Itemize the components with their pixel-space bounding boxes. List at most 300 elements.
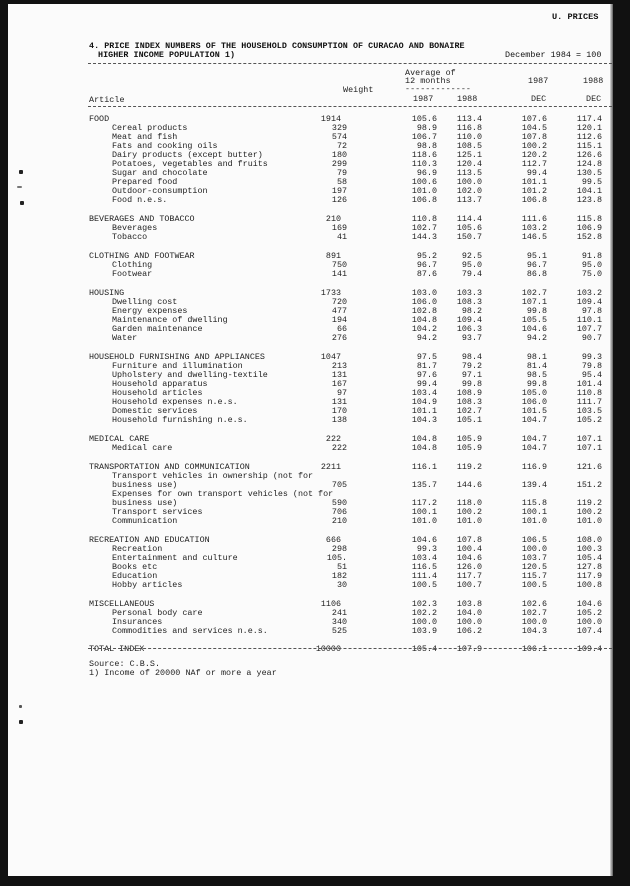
- dec-1987-cell: 120.2: [521, 150, 547, 160]
- dec-1987-cell: 115.8: [521, 498, 547, 508]
- weight-cell: 2211: [320, 462, 341, 472]
- dec-1988-cell: 107.4: [576, 626, 602, 636]
- dec-1987-cell: 104.3: [521, 626, 547, 636]
- avg-1987-cell: 104.8: [411, 315, 437, 325]
- weight-cell: 891: [325, 251, 341, 261]
- row-label: Insurances: [112, 617, 163, 627]
- avg-1987-cell: 104.8: [411, 434, 437, 444]
- row-label: Entertainment and culture: [112, 553, 238, 563]
- avg-1987-cell: 100.5: [411, 580, 437, 590]
- weight-cell: 705: [331, 480, 347, 490]
- avg-1988-cell: 102.7: [456, 406, 482, 416]
- dec-1987-cell: 99.4: [526, 168, 547, 178]
- row-label: Beverages: [112, 223, 158, 233]
- dec-1988-cell: 95.4: [581, 370, 602, 380]
- weight-cell: 276: [331, 333, 347, 343]
- table-row: [0, 517, 630, 526]
- table-title: 4. PRICE INDEX NUMBERS OF THE HOUSEHOLD CONSUMPTION OF CURACAO AND BONAIRE: [89, 41, 465, 51]
- weight-cell: 138: [331, 415, 347, 425]
- row-label: FOOD: [89, 114, 110, 124]
- avg-1987-cell: 100.0: [411, 617, 437, 627]
- avg-1988-cell: 103.3: [456, 288, 482, 298]
- avg-1988-cell: 97.1: [461, 370, 482, 380]
- row-label: Prepared food: [112, 177, 178, 187]
- dec-1987-cell: 106.0: [521, 397, 547, 407]
- dec-1987-cell: 98.1: [526, 352, 547, 362]
- avg-1987-cell: 103.9: [411, 626, 437, 636]
- avg-1987-cell: 96.7: [416, 260, 437, 270]
- dec-1988-cell: 107.1: [576, 443, 602, 453]
- row-label: TRANSPORTATION AND COMMUNICATION: [89, 462, 250, 472]
- row-label: Communication: [112, 516, 178, 526]
- weight-cell: 241: [331, 608, 347, 618]
- weight-cell: 210: [325, 214, 341, 224]
- row-label: Domestic services: [112, 406, 198, 416]
- avg-1988-cell: 109.4: [456, 315, 482, 325]
- dec-1987-cell: 105.0: [521, 388, 547, 398]
- col-avg-1988: 1988: [457, 94, 478, 104]
- weight-cell: 340: [331, 617, 347, 627]
- dec-1987-cell: 99.8: [526, 306, 547, 316]
- table-row: [0, 233, 630, 242]
- row-label: Education: [112, 571, 158, 581]
- avg-1987-cell: 104.3: [411, 415, 437, 425]
- avg-1988-cell: 108.9: [456, 388, 482, 398]
- dec-1988-cell: 130.5: [576, 168, 602, 178]
- avg-1987-cell: 97.6: [416, 370, 437, 380]
- weight-cell: 170: [331, 406, 347, 416]
- table-row: [0, 581, 630, 590]
- dec-1988-cell: 121.6: [576, 462, 602, 472]
- avg-1988-cell: 113.7: [456, 195, 482, 205]
- dec-1987-cell: 116.9: [521, 462, 547, 472]
- row-label: TOTAL INDEX: [89, 644, 145, 654]
- dec-1988-cell: 109.4: [576, 297, 602, 307]
- dec-1987-cell: 100.2: [521, 141, 547, 151]
- dec-1987-cell: 104.7: [521, 443, 547, 453]
- dec-1988-cell: 103.5: [576, 406, 602, 416]
- dec-1987-cell: 81.4: [526, 361, 547, 371]
- avg-1988-cell: 113.5: [456, 168, 482, 178]
- dec-1987-cell: 100.1: [521, 507, 547, 517]
- dec-1988-cell: 115.8: [576, 214, 602, 224]
- weight-cell: 10000: [315, 644, 341, 654]
- avg-1988-cell: 126.0: [456, 562, 482, 572]
- avg-1987-cell: 87.6: [416, 269, 437, 279]
- row-label-continued: business use): [112, 498, 178, 508]
- weight-cell: 66: [336, 324, 347, 334]
- dec-1987-cell: 101.0: [521, 516, 547, 526]
- row-label: Dwelling cost: [112, 297, 178, 307]
- row-label: Maintenance of dwelling: [112, 315, 228, 325]
- avg-1988-cell: 107.8: [456, 535, 482, 545]
- row-label: Medical care: [112, 443, 173, 453]
- dec-1988-cell: 105.2: [576, 415, 602, 425]
- table-row: [0, 270, 630, 279]
- dec-1987-cell: 99.8: [526, 379, 547, 389]
- dec-1987-cell: 107.1: [521, 297, 547, 307]
- dec-1988-cell: 99.3: [581, 352, 602, 362]
- dec-1988-cell: 109.4: [576, 644, 602, 654]
- avg-1987-cell: 100.1: [411, 507, 437, 517]
- avg-1988-cell: 105.9: [456, 443, 482, 453]
- weight-cell: 72: [336, 141, 347, 151]
- avg-1987-cell: 104.6: [411, 535, 437, 545]
- avg-1988-cell: 95.0: [461, 260, 482, 270]
- dec-1988-cell: 110.1: [576, 315, 602, 325]
- row-label: Outdoor-consumption: [112, 186, 208, 196]
- row-label: BEVERAGES AND TOBACCO: [89, 214, 195, 224]
- weight-cell: 222: [325, 434, 341, 444]
- dec-1987-cell: 104.5: [521, 123, 547, 133]
- avg-1987-cell: 98.8: [416, 141, 437, 151]
- avg-1988-cell: 150.7: [456, 232, 482, 242]
- col-avg-1987: 1987: [413, 94, 434, 104]
- avg-1987-cell: 104.9: [411, 397, 437, 407]
- avg-1988-cell: 114.4: [456, 214, 482, 224]
- weight-cell: 197: [331, 186, 347, 196]
- avg-1988-cell: 100.2: [456, 507, 482, 517]
- avg-1987-cell: 135.7: [411, 480, 437, 490]
- avg-1988-cell: 101.0: [456, 516, 482, 526]
- dec-1988-cell: 123.8: [576, 195, 602, 205]
- avg-1988-cell: 108.5: [456, 141, 482, 151]
- dec-1987-cell: 101.1: [521, 177, 547, 187]
- avg-1988-cell: 79.2: [461, 361, 482, 371]
- avg-1988-cell: 100.0: [456, 177, 482, 187]
- dec-1988-cell: 101.4: [576, 379, 602, 389]
- dec-1987-cell: 102.7: [521, 288, 547, 298]
- avg-1988-cell: 107.9: [456, 644, 482, 654]
- row-label: Commodities and services n.e.s.: [112, 626, 268, 636]
- row-label: Dairy products (except butter): [112, 150, 263, 160]
- avg-1988-cell: 120.4: [456, 159, 482, 169]
- avg-1987-cell: 106.8: [411, 195, 437, 205]
- row-label: Footwear: [112, 269, 153, 279]
- dec-1988-cell: 104.6: [576, 599, 602, 609]
- col-dec-1988: DEC: [586, 94, 602, 104]
- row-label: Meat and fish: [112, 132, 178, 142]
- avg-1988-cell: 93.7: [461, 333, 482, 343]
- dec-1988-cell: 91.8: [581, 251, 602, 261]
- table-subtitle: HIGHER INCOME POPULATION 1): [98, 50, 236, 60]
- row-label: Recreation: [112, 544, 163, 554]
- weight-cell: 194: [331, 315, 347, 325]
- col-average-header-2: 12 months: [405, 76, 451, 86]
- dec-1987-cell: 104.7: [521, 415, 547, 425]
- dec-1988-cell: 111.7: [576, 397, 602, 407]
- avg-1987-cell: 102.7: [411, 223, 437, 233]
- avg-1988-cell: 119.2: [456, 462, 482, 472]
- table-row: [0, 444, 630, 453]
- weight-cell: 58: [336, 177, 347, 187]
- avg-1988-cell: 99.8: [461, 379, 482, 389]
- avg-1987-cell: 101.0: [411, 516, 437, 526]
- dec-1988-cell: 115.1: [576, 141, 602, 151]
- row-label: MEDICAL CARE: [89, 434, 150, 444]
- avg-1988-cell: 116.8: [456, 123, 482, 133]
- avg-1988-cell: 104.0: [456, 608, 482, 618]
- margin-mark: [19, 720, 23, 724]
- avg-1988-cell: 100.7: [456, 580, 482, 590]
- avg-1987-cell: 118.6: [411, 150, 437, 160]
- row-label: Hobby articles: [112, 580, 183, 590]
- avg-1988-cell: 102.0: [456, 186, 482, 196]
- row-label: Personal body care: [112, 608, 203, 618]
- row-label: MISCELLANEOUS: [89, 599, 155, 609]
- avg-1988-cell: 144.6: [456, 480, 482, 490]
- dec-1988-cell: 112.6: [576, 132, 602, 142]
- avg-1988-cell: 98.4: [461, 352, 482, 362]
- weight-cell: 750: [331, 260, 347, 270]
- avg-1988-cell: 118.0: [456, 498, 482, 508]
- weight-cell: 666: [325, 535, 341, 545]
- dec-1988-cell: 75.0: [581, 269, 602, 279]
- avg-1988-cell: 106.3: [456, 324, 482, 334]
- row-label: RECREATION AND EDUCATION: [89, 535, 210, 545]
- dec-1988-cell: 95.0: [581, 260, 602, 270]
- dec-1987-cell: 107.6: [521, 114, 547, 124]
- dec-1988-cell: 100.0: [576, 617, 602, 627]
- col-dec-1987: DEC: [531, 94, 547, 104]
- row-label: Cereal products: [112, 123, 188, 133]
- avg-1988-cell: 108.3: [456, 297, 482, 307]
- avg-1987-cell: 96.9: [416, 168, 437, 178]
- weight-cell: 182: [331, 571, 347, 581]
- weight-cell: 167: [331, 379, 347, 389]
- row-label: Transport services: [112, 507, 203, 517]
- dec-1988-cell: 99.5: [581, 177, 602, 187]
- dec-1987-cell: 115.7: [521, 571, 547, 581]
- col-article: Article: [89, 95, 125, 105]
- weight-cell: 590: [331, 498, 347, 508]
- rule: [88, 648, 612, 649]
- table-row: [0, 489, 630, 508]
- dec-1988-cell: 107.1: [576, 434, 602, 444]
- avg-1988-cell: 98.2: [461, 306, 482, 316]
- weight-cell: 1914: [320, 114, 341, 124]
- dec-1987-cell: 86.8: [526, 269, 547, 279]
- dec-1987-cell: 100.0: [521, 544, 547, 554]
- avg-1988-cell: 100.4: [456, 544, 482, 554]
- avg-1987-cell: 102.3: [411, 599, 437, 609]
- weight-cell: 1047: [320, 352, 341, 362]
- dec-1988-cell: 124.8: [576, 159, 602, 169]
- section-header: U. PRICES: [552, 12, 599, 22]
- weight-cell: 105.: [326, 553, 347, 563]
- avg-1987-cell: 106.0: [411, 297, 437, 307]
- dec-1988-cell: 117.4: [576, 114, 602, 124]
- dec-1988-cell: 105.2: [576, 608, 602, 618]
- avg-1988-cell: 106.2: [456, 626, 482, 636]
- table-row: [0, 471, 630, 490]
- weight-cell: 720: [331, 297, 347, 307]
- avg-1987-cell: 100.6: [411, 177, 437, 187]
- avg-1987-cell: 103.4: [411, 553, 437, 563]
- dec-1988-cell: 126.6: [576, 150, 602, 160]
- row-label: Household expenses n.e.s.: [112, 397, 238, 407]
- dec-1987-cell: 101.2: [521, 186, 547, 196]
- row-label: Household apparatus: [112, 379, 208, 389]
- weight-cell: 79: [336, 168, 347, 178]
- row-label: Expenses for own transport vehicles (not for: [112, 489, 334, 499]
- avg-1987-cell: 81.7: [416, 361, 437, 371]
- row-label: Garden maintenance: [112, 324, 203, 334]
- weight-cell: 180: [331, 150, 347, 160]
- avg-1987-cell: 106.7: [411, 132, 437, 142]
- weight-cell: 1106: [320, 599, 341, 609]
- avg-1987-cell: 103.0: [411, 288, 437, 298]
- avg-1987-cell: 116.5: [411, 562, 437, 572]
- dec-1987-cell: 106.1: [521, 644, 547, 654]
- margin-mark: [19, 705, 22, 708]
- avg-1987-cell: 104.8: [411, 443, 437, 453]
- weight-cell: 329: [331, 123, 347, 133]
- dec-1988-cell: 117.9: [576, 571, 602, 581]
- dec-1988-cell: 90.7: [581, 333, 602, 343]
- weight-cell: 126: [331, 195, 347, 205]
- avg-1987-cell: 99.3: [416, 544, 437, 554]
- row-label: CLOTHING AND FOOTWEAR: [89, 251, 195, 261]
- dec-1988-cell: 100.3: [576, 544, 602, 554]
- dec-1988-cell: 152.8: [576, 232, 602, 242]
- avg-1987-cell: 104.2: [411, 324, 437, 334]
- row-label: Water: [112, 333, 138, 343]
- row-label: Household furnishing n.e.s.: [112, 415, 248, 425]
- avg-1987-cell: 110.8: [411, 214, 437, 224]
- base-period: December 1984 = 100: [505, 50, 602, 60]
- avg-1987-cell: 102.2: [411, 608, 437, 618]
- weight-cell: 298: [331, 544, 347, 554]
- dec-1987-cell: 106.8: [521, 195, 547, 205]
- avg-1987-cell: 97.5: [416, 352, 437, 362]
- dec-1987-cell: 102.7: [521, 608, 547, 618]
- dec-1988-cell: 105.4: [576, 553, 602, 563]
- avg-1988-cell: 113.4: [456, 114, 482, 124]
- row-label: HOUSING: [89, 288, 125, 298]
- avg-1988-cell: 110.0: [456, 132, 482, 142]
- row-label: Household articles: [112, 388, 203, 398]
- category-row: [0, 463, 630, 472]
- dec-1988-cell: 100.8: [576, 580, 602, 590]
- col-weight: Weight: [343, 85, 374, 95]
- dec-1987-cell: 111.6: [521, 214, 547, 224]
- avg-1987-cell: 99.4: [416, 379, 437, 389]
- avg-1987-cell: 111.4: [411, 571, 437, 581]
- row-label: Fats and cooking oils: [112, 141, 218, 151]
- weight-cell: 131: [331, 370, 347, 380]
- weight-cell: 525: [331, 626, 347, 636]
- weight-cell: 574: [331, 132, 347, 142]
- dec-1987-cell: 112.7: [521, 159, 547, 169]
- avg-1987-cell: 94.2: [416, 333, 437, 343]
- dec-1987-cell: 94.2: [526, 333, 547, 343]
- weight-cell: 41: [336, 232, 347, 242]
- weight-cell: 706: [331, 507, 347, 517]
- avg-1988-cell: 105.9: [456, 434, 482, 444]
- row-label: Clothing: [112, 260, 153, 270]
- dec-1988-cell: 119.2: [576, 498, 602, 508]
- row-label: Furniture and illumination: [112, 361, 243, 371]
- weight-cell: 213: [331, 361, 347, 371]
- dec-1987-cell: 106.5: [521, 535, 547, 545]
- dec-1987-cell: 105.5: [521, 315, 547, 325]
- dec-1987-cell: 100.5: [521, 580, 547, 590]
- avg-1987-cell: 117.2: [411, 498, 437, 508]
- dec-1987-cell: 146.5: [521, 232, 547, 242]
- row-label-continued: business use): [112, 480, 178, 490]
- avg-1988-cell: 100.0: [456, 617, 482, 627]
- dec-1987-cell: 139.4: [521, 480, 547, 490]
- dec-1987-cell: 101.5: [521, 406, 547, 416]
- table-row: [0, 416, 630, 425]
- dec-1988-cell: 107.7: [576, 324, 602, 334]
- dec-1987-cell: 96.7: [526, 260, 547, 270]
- row-label: Energy expenses: [112, 306, 188, 316]
- rule: [88, 106, 612, 107]
- avg-1988-cell: 104.6: [456, 553, 482, 563]
- dec-1987-cell: 120.5: [521, 562, 547, 572]
- avg-1988-cell: 125.1: [456, 150, 482, 160]
- weight-cell: 477: [331, 306, 347, 316]
- dec-1988-cell: 103.2: [576, 288, 602, 298]
- avg-1988-cell: 105.1: [456, 415, 482, 425]
- rule: [88, 63, 612, 64]
- dec-1987-cell: 95.1: [526, 251, 547, 261]
- avg-1987-cell: 110.3: [411, 159, 437, 169]
- dec-1988-cell: 106.9: [576, 223, 602, 233]
- table-row: [0, 334, 630, 343]
- dec-1987-cell: 100.0: [521, 617, 547, 627]
- footnote-1: 1) Income of 20000 NAf or more a year: [89, 668, 277, 678]
- dec-1988-cell: 108.0: [576, 535, 602, 545]
- weight-cell: 51: [336, 562, 347, 572]
- row-label: Books etc: [112, 562, 158, 572]
- category-row: [0, 645, 630, 654]
- dec-1988-cell: 110.8: [576, 388, 602, 398]
- avg-1988-cell: 117.7: [456, 571, 482, 581]
- avg-1988-cell: 108.3: [456, 397, 482, 407]
- avg-1988-cell: 92.5: [461, 251, 482, 261]
- avg-1987-cell: 101.0: [411, 186, 437, 196]
- row-label: Sugar and chocolate: [112, 168, 208, 178]
- dec-1987-cell: 102.6: [521, 599, 547, 609]
- avg-1987-cell: 103.4: [411, 388, 437, 398]
- col-average-header: Average of: [405, 68, 456, 78]
- row-label: HOUSEHOLD FURNISHING AND APPLIANCES: [89, 352, 265, 362]
- weight-cell: 30: [336, 580, 347, 590]
- row-label: Upholstery and dwelling-textile: [112, 370, 268, 380]
- col-1987-year: 1987: [528, 76, 549, 86]
- table-row: [0, 196, 630, 205]
- dec-1988-cell: 120.1: [576, 123, 602, 133]
- col-average-rule: -------------: [405, 84, 471, 94]
- dec-1988-cell: 97.8: [581, 306, 602, 316]
- row-label: Transport vehicles in ownership (not for: [112, 471, 314, 481]
- dec-1987-cell: 98.5: [526, 370, 547, 380]
- dec-1987-cell: 104.7: [521, 434, 547, 444]
- dec-1987-cell: 103.2: [521, 223, 547, 233]
- row-label: Potatoes, vegetables and fruits: [112, 159, 268, 169]
- weight-cell: 1733: [320, 288, 341, 298]
- dec-1988-cell: 100.2: [576, 507, 602, 517]
- weight-cell: 97: [336, 388, 347, 398]
- avg-1988-cell: 103.8: [456, 599, 482, 609]
- weight-cell: 141: [331, 269, 347, 279]
- source-note: Source: C.B.S.: [89, 659, 161, 669]
- avg-1987-cell: 98.9: [416, 123, 437, 133]
- table-row: [0, 627, 630, 636]
